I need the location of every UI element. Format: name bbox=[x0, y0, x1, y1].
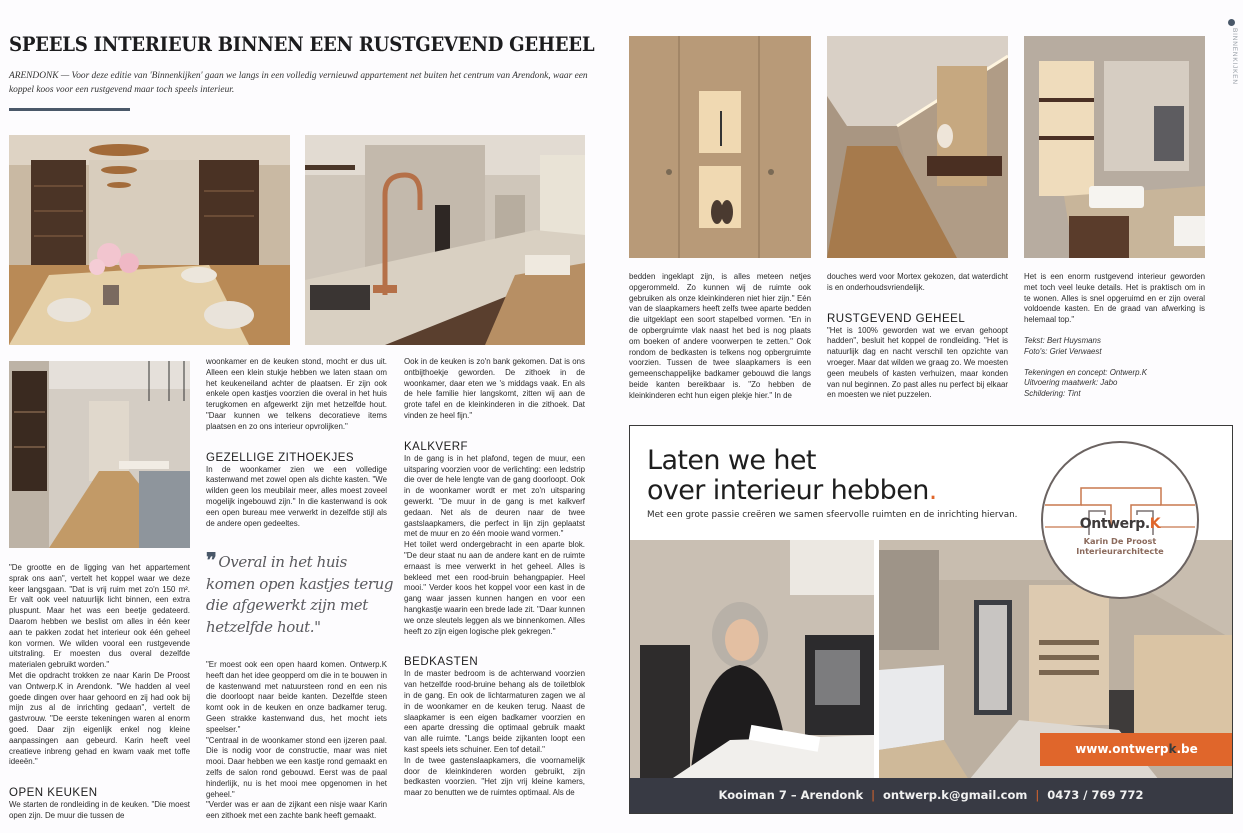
paragraph: In de gang is in het plafond, tegen de muur, een uitsparing voorzien voor de verlichting: een ledstrip die over de hele lengte van de gang doorloopt. Ook in de woonkamer wordt er met zo'n uitsparing gewerkt. "De muur in de gang is met kalkverf gedaan. Net als de deuren naar de twee gastslaapkamers, die perfect in lijn zijn geplaatst met de muur en zo één mooie wand vormen." bbox=[404, 453, 585, 539]
ontwerpk-advertisement[interactable] bbox=[629, 425, 1233, 814]
section-tag: BINNENKIJKEN bbox=[1231, 28, 1238, 85]
separator: | bbox=[1035, 788, 1040, 802]
section-dot-icon bbox=[1228, 19, 1235, 26]
ad-headline-dot: . bbox=[928, 475, 937, 506]
credit-concept: Tekeningen en concept: Ontwerp.K bbox=[1024, 367, 1147, 377]
wardrobe-niches-photo bbox=[629, 36, 811, 258]
paragraph: Het toilet werd ondergebracht in een aparte blok. "De deur staat nu aan de andere kant en de ruimte ernaast is mee verwerkt in het geheel. Alles is bekleed met een rood-bruin behangpapier. Heel mooi." Verder koos het koppel voor een kast in de gang waar jassen kunnen hangen en voor een hangkastje waarin een brede lade zit. "Daar kunnen we onze sleutels leggen als we binnenkomen. Alles heeft zo zijn eigen logische plek gekregen." bbox=[404, 540, 585, 636]
title-rule-divider bbox=[9, 108, 130, 111]
credit-build: Uitvoering maatwerk: Jabo bbox=[1024, 378, 1118, 388]
article-column-2-continued bbox=[206, 660, 387, 822]
url-suffix: .be bbox=[1176, 742, 1198, 756]
paragraph: In de woonkamer zien we een volledige kastenwand met zowel open als dichte kasten. "We wilden geen los meubilair meer, alles moest zoveel mogelijk ingebouwd zijn." In die kastenwand is ook een open bureau mee verwerkt in dezelfde stijl als de andere open gedeeltes. bbox=[206, 464, 387, 528]
pull-quote bbox=[206, 550, 396, 638]
ontwerpk-logo bbox=[1041, 441, 1199, 599]
url-prefix: www.ontwerp bbox=[1075, 742, 1169, 756]
subheading-open-keuken: OPEN KEUKEN bbox=[9, 787, 98, 800]
article-column-2 bbox=[206, 357, 387, 529]
pull-quote-text: Overal in het huis komen open kastjes terug die afgewerkt zijn met hetzelfde hout." bbox=[206, 553, 394, 636]
bathroom-sink-photo bbox=[1024, 36, 1205, 258]
subheading-rustgevend-geheel: RUSTGEVEND GEHEEL bbox=[827, 312, 966, 325]
paragraph: "Centraal in de woonkamer stond een ijzeren paal. Die is nodig voor de constructie, maar was niet mooi. Daar hebben we een kastje rond gemaakt en zelfs de salon rond gebouwd. Eerst was de paal hinderlijk, nu is het mooi mee opgenomen in het geheel." bbox=[206, 735, 387, 799]
credit-paint: Schildering: Tint bbox=[1024, 389, 1081, 399]
subheading-gezellige-zithoekjes: GEZELLIGE ZITHOEKJES bbox=[206, 451, 355, 464]
logo-person: Karin De Proost bbox=[1083, 536, 1157, 546]
logo-role: Interieurarchitecte bbox=[1076, 546, 1164, 556]
paragraph: In de master bedroom is de achterwand voorzien van hetzelfde rood-bruine behang als de toiletblok in de gang. En ook de lichtarmaturen zagen we al in de woonkamer en de keuken terug. Naast de slaapkamer is een eigen badkamer voorzien en een aparte dressing die optimaal gebruik maakt van alle ruimte. "Langs beide zijkanten loopt een kast speels iets schuiner. Een tof detail." bbox=[404, 669, 585, 754]
article-column-1 bbox=[9, 563, 190, 822]
subheading-kalkverf: KALKVERF bbox=[404, 440, 469, 453]
subheading-bedkasten: BEDKASTEN bbox=[404, 656, 479, 669]
living-hallway-photo bbox=[9, 361, 190, 548]
ad-headline-line-2: over interieur hebben bbox=[647, 475, 929, 506]
paragraph: Ook in de keuken is zo'n bank gekomen. Dat is ons ontbijthoekje geworden. De zithoek in de woonkamer, daar eten we 's middags vaak. En als de hele familie hier langskomt, zitten wij aan de grote tafel en de kleinkinderen in die zithoek. Dat vinden ze heel fijn." bbox=[404, 357, 585, 420]
ad-contact-footer bbox=[630, 778, 1232, 813]
article-column-4 bbox=[629, 272, 811, 402]
ad-headline-line-1: Laten we het bbox=[647, 445, 816, 476]
paragraph: In de twee gastenslaapkamers, die voornamelijk door de kleinkinderen worden gebruikt, zijn bedkasten voorzien. "Het zijn vrij kleine kamers, maar zo benutten we de ruimtes optimaal. Als de bbox=[404, 755, 585, 798]
logo-subtitle bbox=[1043, 536, 1197, 556]
paragraph: "Er moest ook een open haard komen. Ontwerp.K heeft dan het idee geopperd om die in te bouwen in de kastenwand met natuursteen rond en een nis die doorloopt naar beide kanten. Dezelfde steen komt ook in de keuken en onze badkamer terug. Geen strakke kastenwand dus, het mocht iets speelser." bbox=[206, 660, 387, 734]
logo-wordmark bbox=[1043, 516, 1197, 532]
quote-mark-icon: ❞ bbox=[206, 548, 217, 572]
ad-email-link[interactable]: ontwerp.k@gmail.com bbox=[883, 788, 1028, 802]
url-k: k bbox=[1168, 742, 1177, 756]
ad-website-link[interactable] bbox=[1040, 733, 1233, 766]
paragraph: "Het is 100% geworden wat we ervan gehoopt hadden", besluit het koppel de rondleiding. "Het is natuurlijk dag en nacht verschil ten opzichte van vroeger. Maar dat wilden we graag zo. We moesten geen meubels of kasten verhuizen, maar konden van nul beginnen. Zo past alles nu perfect bij elkaar en moesten we niet puzzelen. bbox=[827, 325, 1008, 400]
article-column-3 bbox=[404, 357, 585, 799]
separator: | bbox=[871, 788, 876, 802]
ad-headline bbox=[647, 446, 937, 506]
ad-address: Kooiman 7 – Arendonk bbox=[718, 788, 864, 802]
paragraph: "Verder was er aan de zijkant een nisje waar Karin een zithoek met een zachte bank heeft gemaakt. bbox=[206, 800, 387, 821]
article-column-6 bbox=[1024, 272, 1205, 400]
hallway-led-photo bbox=[827, 36, 1008, 258]
logo-name-text: Ontwerp. bbox=[1079, 516, 1150, 532]
ad-subline: Met een grote passie creëren we samen sfeervolle ruimten en de inrichting hiervan. bbox=[647, 510, 1018, 520]
paragraph: Het is een enorm rustgevend interieur geworden met toch veel leuke details. Het is praktisch om in te wonen. Alles is snel opgeruimd en er zijn overal voldoende kasten. En de graad van afwerking is helemaal top." bbox=[1024, 272, 1205, 325]
paragraph: woonkamer en de keuken stond, mocht er dus uit. Alleen een klein stukje hebben we laten staan om het keukeneiland achter de plaatsen. Er zijn ook enkele open kastjes voorzien die overal in het huis terugkomen en afgewerkt zijn met hetzelfde hout. "Daar kunnen we telkens decoratieve items plaatsen en zo ons interieur opvrolijken." bbox=[206, 357, 387, 431]
paragraph: douches werd voor Mortex gekozen, dat waterdicht is en onderhoudsvriendelijk. bbox=[827, 272, 1008, 292]
paragraph: "De grootte en de ligging van het appartement sprak ons aan", vertelt het koppel waar we deze keer langsgaan. "Dat is vrij ruim met zo'n 150 m². Er valt ook veel natuurlijk licht binnen, een extra pluspunt. Maar het was een beetje gedateerd. Daarom hebben we beslist om alles in één keer aan te pakken zodat het interieur ook één geheel kon vormen. We wilden vooral een rustgevende uitstraling. Er moesten dus overal dezelfde materialen gebruikt worden." bbox=[9, 563, 190, 670]
dining-table-photo bbox=[9, 135, 290, 345]
paragraph: Met die opdracht trokken ze naar Karin De Proost van Ontwerp.K in Arendonk. "We hadden al veel goede dingen over haar gehoord en zij had ook bij mijn zus al de inrichting gedaan", vertelt de gastvrouw. "De eerste tekeningen waren al enorm goed. Daar zijn eigenlijk enkel nog kleine aanpassingen aan gebeurd. Karin heeft veel creatieve inbreng gehad en kwam vaak met toffe ideeën." bbox=[9, 670, 190, 767]
kitchen-island-photo bbox=[305, 135, 585, 345]
article-column-5 bbox=[827, 272, 1008, 401]
paragraph: We starten de rondleiding in de keuken. "Die moest open zijn. De muur die tussen de bbox=[9, 800, 190, 820]
logo-k-letter: K bbox=[1149, 516, 1161, 532]
credit-text: Tekst: Bert Huysmans bbox=[1024, 335, 1101, 345]
ad-phone[interactable]: 0473 / 769 772 bbox=[1047, 788, 1144, 802]
ad-designer-at-desk-photo bbox=[630, 540, 874, 780]
credit-photo: Foto's: Griet Verwaest bbox=[1024, 346, 1102, 356]
article-title: SPEELS INTERIEUR BINNEN EEN RUSTGEVEND GEHEEL bbox=[9, 33, 595, 56]
article-lead: ARENDONK — Voor deze editie van 'Binnenkijken' gaan we langs in een volledig vernieuwd appartement net buiten het centrum van Arendonk, waar een koppel koos voor een rustgevend maar toch speels interieur. bbox=[9, 71, 588, 95]
paragraph: bedden ingeklapt zijn, is alles meteen netjes opgerommeld. Zo kunnen wij de ruimte ook gebruiken als onze kleinkinderen niet hier zijn." Eén van de slaapkamers heeft zelfs twee aparte bedden die uitgeklapt een soort stapelbed vormen. "En in de opbergruimte vlak naast het bed is nog plaats om boeken of andere voorwerpen te zetten." Ook rondom de bedkasten is telkens nog opbergruimte voorzien. Tussen de twee slaapkamers is een gemeenschappelijke badkamer gebouwd die langs beide kanten bereikbaar is. "Zo hebben de kleinkinderen echt hun eigen plekje hier." In de bbox=[629, 272, 811, 400]
